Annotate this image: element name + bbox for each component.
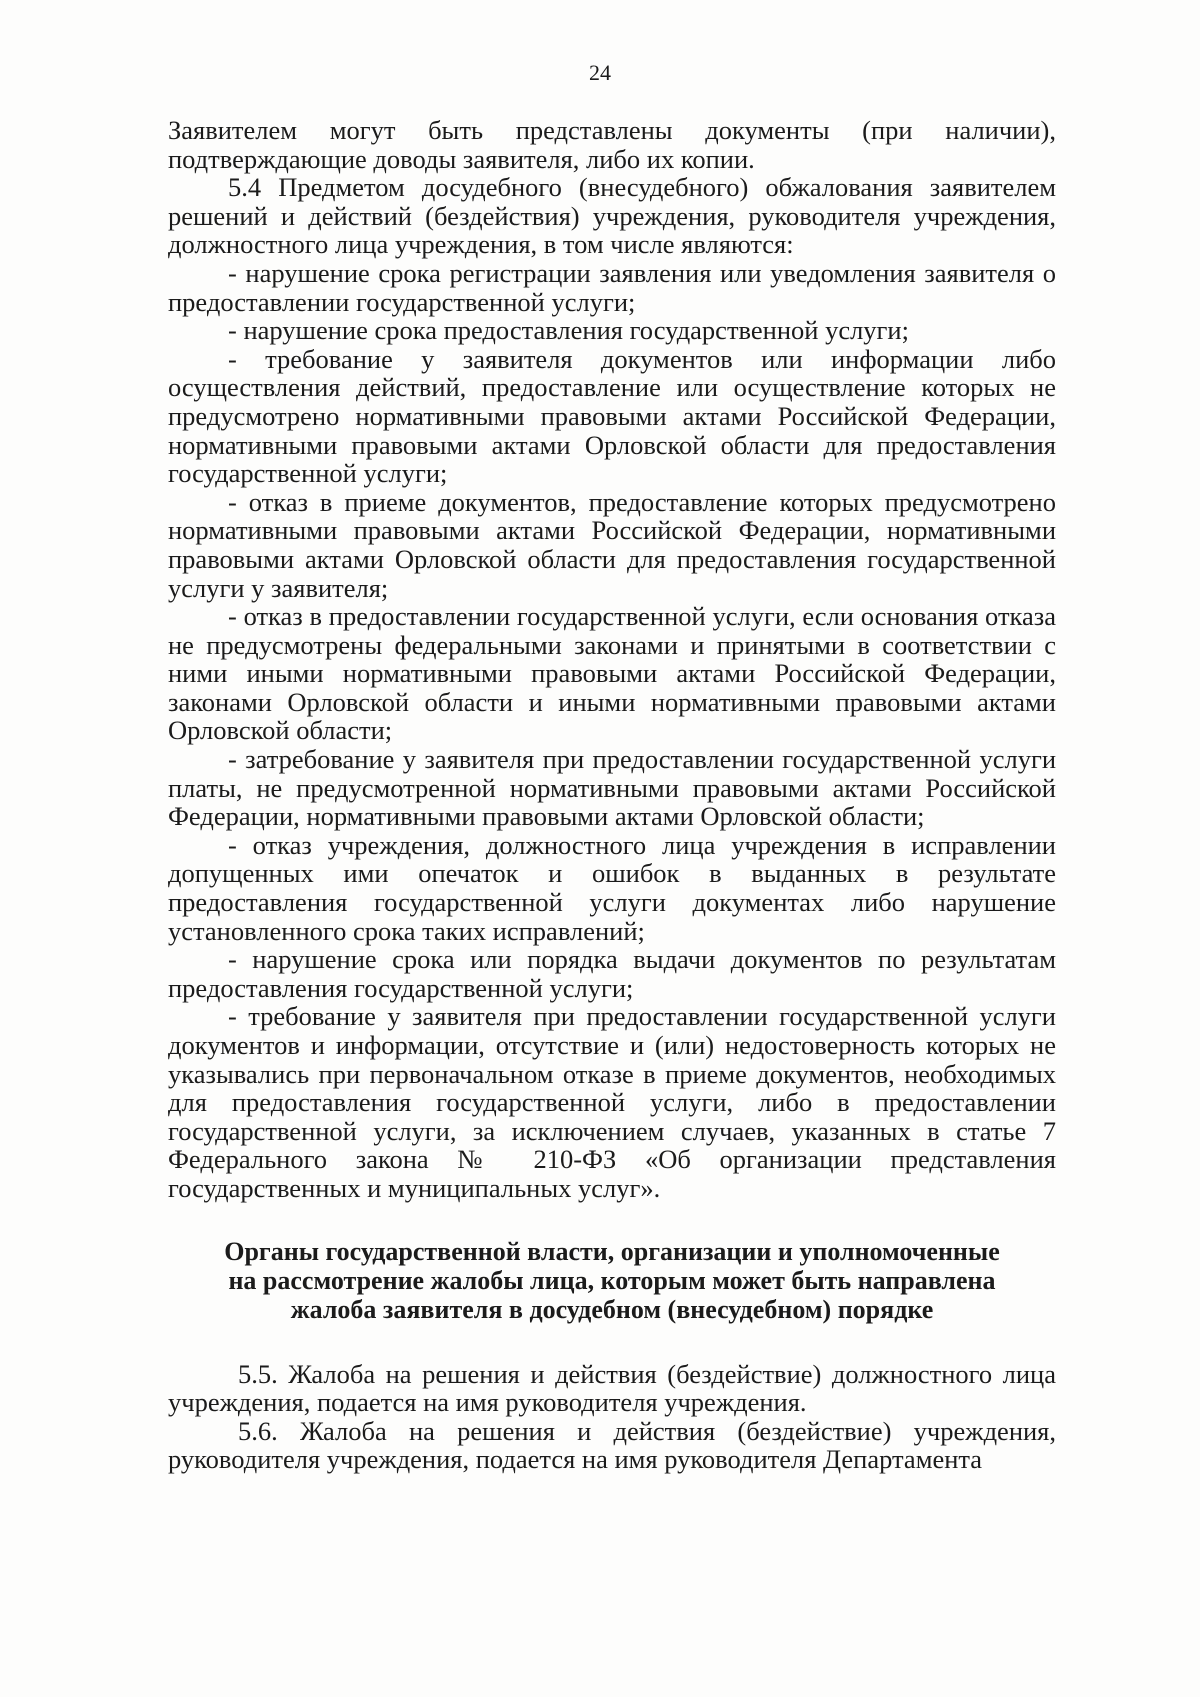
paragraph: 5.6. Жалоба на решения и действия (бездействие) учреждения, руководителя учреждения, подается на имя руководителя Департамента	[168, 1415, 1056, 1475]
list-item: - затребование у заявителя при предоставлении государственной услуги платы, не предусмотренной нормативными правовыми актами Российской Федерации, нормативными правовыми актами Орловской области;	[168, 744, 1056, 832]
page-number: 24	[589, 60, 611, 85]
list-item: - требование у заявителя документов или информации либо осуществления действий, предоставление или осуществление которых не предусмотрено нормативными правовыми актами Российской Федерации, нормативными правовыми актами Орловской области для предоставления государственной услуги;	[168, 343, 1056, 489]
paragraph: 5.4 Предметом досудебного (внесудебного) обжалования заявителем решений и действий (бездействия) учреждения, руководителя учреждения, должностного лица учреждения, в том числе являются:	[168, 172, 1056, 260]
section-heading: Органы государственной власти, организации и уполномоченные на рассмотрение жалобы лица, которым может быть направлена жалоба заявителя в досудебном (внесудебном) порядке	[224, 1236, 1000, 1324]
list-item: - нарушение срока или порядка выдачи документов по результатам предоставления государственной услуги;	[168, 944, 1056, 1003]
list-item: - отказ в приеме документов, предоставление которых предусмотрено нормативными правовыми актами Российской Федерации, нормативными правовыми актами Орловской области для предоставления государственной услуги у заявителя;	[168, 486, 1056, 603]
paragraph: Заявителем могут быть представлены документы (при наличии), подтверждающие доводы заявителя, либо их копии.	[168, 115, 1056, 174]
list-item: - нарушение срока предоставления государственной услуги;	[228, 315, 909, 346]
document-body	[168, 116, 1056, 1474]
paragraph: 5.5. Жалоба на решения и действия (бездействие) должностного лица учреждения, подается на имя руководителя учреждения.	[168, 1358, 1056, 1418]
list-item: - отказ учреждения, должностного лица учреждения в исправлении допущенных ими опечаток и ошибок в выданных в результате предоставления государственной услуги документах либо нарушение установленного срока таких исправлений;	[168, 829, 1056, 946]
list-item: - нарушение срока регистрации заявления или уведомления заявителя о предоставлении государственной услуги;	[168, 257, 1056, 317]
list-item: - отказ в предоставлении государственной услуги, если основания отказа не предусмотрены федеральными законами и принятыми в соответствии с ними иными нормативными правовыми актами Российской Федерации, законами Орловской области и иными нормативными правовыми актами Орловской области;	[168, 601, 1056, 746]
list-item: - требование у заявителя при предоставлении государственной услуги документов и информации, отсутствие и (или) недостоверность которых не указывались при первоначальном отказе в приеме документов, необходимых для предоставления государственной услуги, либо в предоставлении государственной услуги, за исключением случаев, указанных в статье 7 Федерального закона № 210-ФЗ «Об организации представления государственных и муниципальных услуг».	[168, 1001, 1056, 1203]
